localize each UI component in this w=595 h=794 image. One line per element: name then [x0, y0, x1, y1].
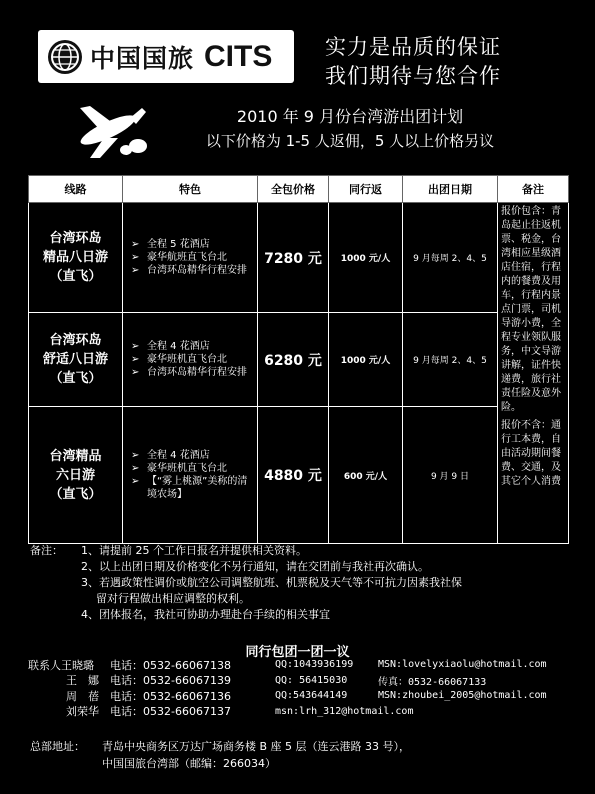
arrow-bullet-icon: ➢: [131, 341, 140, 352]
feature-item: ➢ 豪华班机直飞台北: [131, 354, 227, 365]
contact-fax: 传真：0532-66067133: [378, 676, 487, 688]
route-line: 台湾环岛: [49, 231, 102, 246]
remark-item: 留对行程做出相应调整的权利。: [96, 592, 250, 605]
route-line: （直飞）: [49, 269, 102, 284]
contact-row: [28, 673, 588, 689]
contact-phone: 电话：0532-66067137: [110, 705, 231, 719]
commission-cell: 600 元/人: [329, 407, 403, 544]
route-line: （直飞）: [49, 486, 102, 502]
features-cell: [123, 313, 258, 407]
contact-phone: 电话：0532-66067136: [110, 689, 231, 703]
group-tour-slogan: 同行包团一团一议: [245, 645, 350, 660]
route-cell: [29, 313, 123, 407]
route-line: 舒适八日游: [42, 352, 108, 367]
slogan-line-1: 实力是品质的保证: [325, 35, 501, 59]
contact-phone: 电话：0532-66067138: [110, 658, 231, 672]
feature-item: ➢ 台湾环岛精华行程安排: [131, 265, 247, 276]
page-subtitle: 以下价格为 1-5 人返佣，5 人以上价格另议: [205, 132, 495, 150]
contact-msn: MSN:zhoubei_2005@hotmail.com: [378, 690, 547, 702]
contact-qq: QQ:543644149: [275, 690, 348, 702]
contact-msn: MSN:lovelyxiaolu@hotmail.com: [378, 659, 547, 671]
header-notes: 备注: [498, 176, 569, 203]
price-cell: 6280 元: [258, 313, 329, 407]
route-line: 精品八日游: [42, 250, 108, 265]
arrow-bullet-icon: ➢: [131, 367, 140, 378]
route-line: 台湾环岛: [49, 333, 102, 348]
header-features: 特色: [123, 176, 258, 203]
logo-english-text: CITS: [204, 39, 273, 73]
features-cell: [123, 203, 258, 313]
header-price: 全包价格: [258, 176, 329, 203]
contact-name: 周 蓓: [66, 689, 99, 703]
arrow-bullet-icon: ➢: [131, 354, 140, 365]
notes-excluded: 报价不含：通行工本费，自由活动期间餐费、交通，及其它个人消费: [501, 420, 561, 487]
remark-item: 1、请提前 25 个工作日报名并提供相关资料。: [81, 544, 307, 557]
departure-cell: 9 月每周 2、4、5: [403, 203, 498, 313]
feature-item: ➢ 全程 4 花酒店: [131, 450, 210, 461]
remark-item: 3、若遇政策性调价或航空公司调整航班、机票税及天气等不可抗力因素我社保: [81, 576, 462, 589]
price-cell: 4880 元: [258, 407, 329, 544]
header-departure: 出团日期: [403, 176, 498, 203]
contact-qq: QQ: 56415030: [275, 674, 348, 686]
address-section: [30, 738, 590, 772]
remark-item: 2、以上出团日期及价格变化不另行通知，请在交团前与我社再次确认。: [81, 560, 429, 573]
remarks-section: [30, 543, 590, 623]
arrow-bullet-icon: ➢: [131, 265, 140, 276]
page-title: 2010 年 9 月份台湾游出团计划: [236, 107, 464, 126]
table-row: [29, 203, 569, 313]
contact-name: 刘荣华: [66, 705, 99, 719]
arrow-bullet-icon: ➢: [131, 463, 140, 474]
feature-item: ➢ 全程 5 花酒店: [131, 239, 210, 250]
globe-icon: [48, 40, 82, 74]
contact-row: [28, 657, 588, 673]
notes-cell: [498, 203, 569, 544]
header-commission: 同行返: [329, 176, 403, 203]
price-cell: 7280 元: [258, 203, 329, 313]
table-row: [29, 407, 569, 544]
feature-item: ➢ 全程 4 花酒店: [131, 341, 210, 352]
contact-phone: 电话：0532-66067139: [110, 674, 231, 688]
address-label: 总部地址：: [30, 740, 85, 753]
feature-item: ➢ 豪华班机直飞台北: [131, 463, 227, 474]
contact-row: [28, 704, 588, 720]
arrow-bullet-icon: ➢: [131, 239, 140, 250]
notes-included: 报价包含：青岛起止往返机票、税金，台湾相应星级酒店住宿，行程内的餐费及用车，行程内景点门票，司机导游小费，全程专业领队服务，中文导游讲解，证件快递费，旅行社责任险及意外险。: [501, 206, 561, 413]
contact-name: 王 娜: [66, 674, 99, 688]
contact-name: 联系人王晓璐: [28, 658, 94, 672]
contact-row: [28, 688, 588, 704]
feature-item: ➢ 台湾环岛精华行程安排: [131, 367, 247, 378]
arrow-bullet-icon: ➢: [131, 476, 140, 487]
cits-logo: [38, 30, 294, 83]
feature-item: ➢ 【“雾上桃源”美称的清境农场】: [131, 476, 248, 500]
contact-qq: QQ:1043936199: [275, 659, 354, 671]
arrow-bullet-icon: ➢: [131, 450, 140, 461]
contact-msn: msn:lrh_312@hotmail.com: [275, 705, 414, 717]
logo-chinese-text: 中国国旅: [90, 44, 195, 73]
tour-price-table: [28, 175, 569, 544]
feature-item: ➢ 豪华航班直飞台北: [131, 252, 227, 263]
slogan-line-2: 我们期待与您合作: [325, 64, 501, 88]
address-line: 青岛中央商务区万达广场商务楼 B 座 5 层（连云港路 33 号），: [102, 740, 411, 753]
route-cell: [29, 407, 123, 544]
route-line: （直飞）: [49, 371, 102, 386]
departure-cell: 9 月每周 2、4、5: [403, 313, 498, 407]
commission-cell: 1000 元/人: [329, 203, 403, 313]
table-header-row: [29, 176, 569, 203]
table-row: [29, 313, 569, 407]
departure-cell: 9 月 9 日: [403, 407, 498, 544]
route-line: 六日游: [55, 467, 95, 483]
remarks-label: 备注：: [30, 544, 63, 557]
commission-cell: 1000 元/人: [329, 313, 403, 407]
contact-list: [28, 657, 588, 719]
header-route: 线路: [29, 176, 123, 203]
arrow-bullet-icon: ➢: [131, 252, 140, 263]
address-line: 中国国旅台湾部（邮编：266034）: [102, 757, 276, 770]
remark-item: 4、团体报名，我社可协助办理赴台手续的相关事宜: [81, 608, 330, 621]
route-cell: [29, 203, 123, 313]
route-line: 台湾精品: [49, 448, 102, 464]
features-cell: [123, 407, 258, 544]
airplane-icon: [70, 100, 150, 162]
